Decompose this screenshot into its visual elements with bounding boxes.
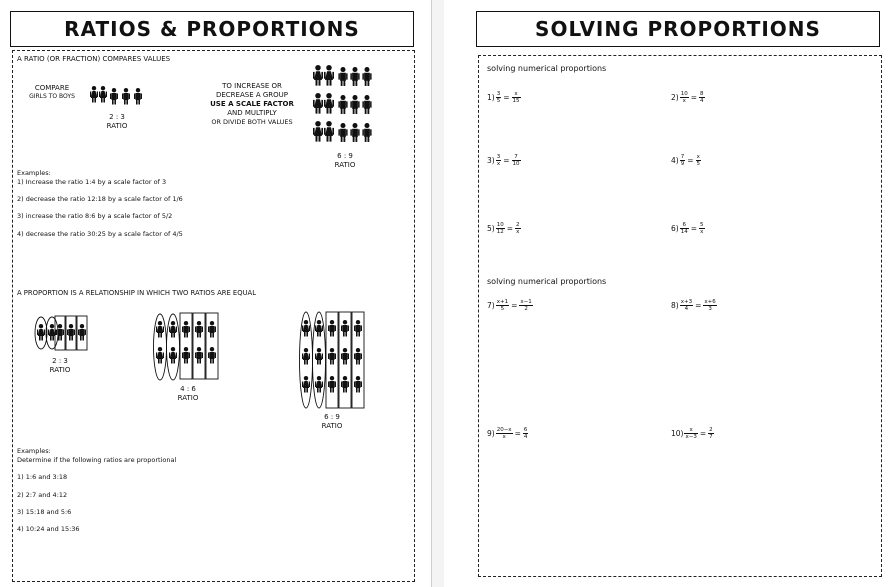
numerator: 3 — [496, 91, 501, 97]
denominator: 4 — [700, 98, 704, 104]
boy-icon — [341, 320, 349, 337]
denominator: 14 — [680, 229, 688, 235]
boy-icon — [350, 95, 359, 114]
example2-2: 2) 2:7 and 4:12 — [17, 491, 68, 499]
problem-number: 7) — [487, 301, 495, 310]
numerator: 20−x — [496, 427, 512, 433]
equals-sign: = — [690, 93, 697, 102]
denominator: 15 — [512, 98, 520, 104]
numerator: 10 — [496, 222, 504, 228]
denominator: 5 — [696, 161, 700, 167]
equals-sign: = — [511, 301, 518, 310]
right-fraction — [696, 154, 702, 167]
numerator: 7 — [512, 154, 521, 161]
problem-8 — [671, 299, 718, 312]
denominator: x — [700, 229, 704, 235]
numerator: x−1 — [520, 299, 532, 305]
numerator: 10 — [680, 91, 688, 97]
boy-icon — [110, 88, 118, 105]
girl-icon — [37, 324, 45, 341]
scaled-group-figures — [310, 63, 380, 149]
scale-line-2: DECREASE A GROUP — [215, 91, 289, 99]
scale-line-5: OR DIVIDE BOTH VALUES — [211, 118, 293, 126]
ratio-2-3: 2 : 3 — [109, 113, 125, 121]
denominator: x — [516, 229, 520, 235]
prop-ratio-4-6: 4 : 6 — [180, 385, 196, 393]
problem-number: 1) — [487, 93, 495, 102]
example-2: 2) decrease the ratio 12:18 by a scale factor of 1/6 — [17, 195, 183, 203]
boy-icon — [122, 88, 130, 105]
girl-icon — [315, 348, 323, 365]
prop-ratio-6-9: 6 : 9 — [324, 413, 340, 421]
equals-sign: = — [514, 429, 521, 438]
section1-heading: solving numerical proportions — [487, 64, 607, 73]
problem-number: 2) — [671, 93, 679, 102]
boy-icon — [182, 321, 190, 338]
problem-3 — [487, 154, 522, 167]
section2-heading: solving numerical proportions — [487, 277, 607, 286]
boy-icon — [362, 123, 371, 142]
girls-boys-figures — [88, 82, 148, 112]
problem-9 — [487, 427, 529, 440]
example2-3: 3) 15:18 and 5:6 — [17, 508, 72, 516]
girl-icon — [302, 376, 310, 393]
girl-icon — [302, 320, 310, 337]
left-fraction — [496, 427, 513, 440]
right-fraction — [519, 299, 532, 312]
numerator: 2 — [516, 222, 520, 228]
right-fraction — [699, 91, 705, 104]
boy-icon — [350, 67, 359, 86]
boy-icon — [182, 347, 190, 364]
numerator: 6 — [680, 222, 689, 229]
proportion-heading: A PROPORTION IS A RELATIONSHIP IN WHICH TWO RATIOS ARE EQUAL — [17, 289, 256, 297]
girl-icon — [313, 93, 323, 114]
examples-label: Examples: — [17, 169, 51, 177]
numerator: x+6 — [704, 299, 716, 305]
boy-icon — [195, 347, 203, 364]
girl-icon — [90, 86, 98, 103]
right-title: SOLVING PROPORTIONS — [476, 11, 880, 47]
girl-icon — [169, 321, 177, 338]
ratio-6-9: 6 : 9 — [337, 152, 353, 160]
prop-ratio-word-2: RATIO — [177, 394, 199, 402]
problem-number: 4) — [671, 156, 679, 165]
girl-icon — [313, 65, 323, 86]
examples2-intro: Determine if the following ratios are proportional — [17, 456, 177, 464]
denominator: 5 — [500, 306, 505, 312]
denominator: 2 — [524, 306, 528, 312]
example-1: 1) Increase the ratio 1:4 by a scale factor of 3 — [17, 178, 167, 186]
left-fraction — [496, 154, 502, 167]
boy-icon — [328, 376, 336, 393]
boy-icon — [341, 376, 349, 393]
prop-ratio-word-1: RATIO — [49, 366, 71, 374]
left-fraction — [680, 154, 686, 167]
boy-icon — [328, 348, 336, 365]
left-fraction — [680, 299, 693, 312]
girl-icon — [156, 347, 164, 364]
denominator: 4 — [523, 434, 528, 440]
equals-sign: = — [695, 301, 702, 310]
numerator: 6 — [523, 427, 528, 433]
denominator: x−3 — [685, 434, 697, 440]
scale-line-1: TO INCREASE OR — [222, 82, 282, 90]
boy-icon — [354, 320, 362, 337]
equals-sign: = — [690, 224, 697, 233]
problem-1 — [487, 91, 522, 104]
left-fraction — [680, 91, 689, 104]
example2-4: 4) 10:24 and 15:36 — [17, 525, 80, 533]
denominator: 3 — [708, 306, 712, 312]
left-fraction — [496, 299, 509, 312]
right-work-box — [478, 55, 882, 577]
boy-icon — [328, 320, 336, 337]
denominator: 7 — [709, 434, 713, 440]
right-fraction — [515, 222, 521, 235]
right-fraction — [703, 299, 716, 312]
right-fraction — [512, 154, 521, 167]
boy-icon — [354, 376, 362, 393]
example2-1: 1) 1:6 and 3:18 — [17, 473, 68, 481]
problem-5 — [487, 222, 522, 235]
ratio-word-2: RATIO — [334, 161, 356, 169]
denominator: 9 — [680, 161, 685, 167]
girl-icon — [324, 93, 334, 114]
problem-number: 5) — [487, 224, 495, 233]
girl-icon — [324, 65, 334, 86]
right-fraction — [523, 427, 529, 440]
numerator: 8 — [700, 91, 704, 97]
problem-number: 10) — [671, 429, 684, 438]
boy-icon — [208, 321, 216, 338]
left-page — [0, 0, 420, 587]
boy-icon — [350, 123, 359, 142]
girl-icon — [315, 376, 323, 393]
page-gutter — [431, 0, 445, 587]
numerator: x — [684, 427, 697, 434]
left-fraction — [684, 427, 697, 440]
equals-sign: = — [687, 156, 694, 165]
boy-icon — [362, 95, 371, 114]
boy-icon — [338, 95, 347, 114]
equals-sign: = — [699, 429, 707, 438]
girl-icon — [315, 320, 323, 337]
scale-line-4: AND MULTIPLY — [227, 109, 277, 117]
numerator: x — [512, 91, 521, 98]
denominator: 12 — [496, 229, 504, 235]
boy-icon — [338, 67, 347, 86]
example-4: 4) decrease the ratio 30:25 by a scale factor of 4/5 — [17, 230, 183, 238]
numerator: 7 — [680, 154, 685, 160]
left-fraction — [680, 222, 689, 235]
girl-icon — [169, 347, 177, 364]
ratio-word-1: RATIO — [106, 122, 128, 130]
prop-ratio-word-3: RATIO — [321, 422, 343, 430]
problem-number: 6) — [671, 224, 679, 233]
boy-icon — [67, 324, 75, 341]
numerator: x+1 — [496, 299, 509, 305]
denominator: x — [682, 98, 686, 104]
left-fraction — [496, 222, 505, 235]
denominator: x — [502, 434, 506, 440]
girl-icon — [302, 348, 310, 365]
left-fraction — [496, 91, 502, 104]
scale-line-3: USE A SCALE FACTOR — [210, 100, 294, 108]
equals-sign: = — [503, 156, 510, 165]
numerator: 5 — [700, 222, 704, 228]
denominator: 10 — [512, 161, 520, 167]
proportion-group-6-9 — [298, 310, 368, 412]
denominator: 4 — [684, 306, 689, 312]
problem-number: 9) — [487, 429, 495, 438]
problem-4 — [671, 154, 702, 167]
right-fraction — [512, 91, 521, 104]
boy-icon — [338, 123, 347, 142]
boy-icon — [195, 321, 203, 338]
boy-icon — [134, 88, 142, 105]
girl-icon — [313, 121, 323, 142]
boy-icon — [208, 347, 216, 364]
left-title: RATIOS & PROPORTIONS — [10, 11, 414, 47]
boy-icon — [354, 348, 362, 365]
problem-number: 3) — [487, 156, 495, 165]
girl-icon — [324, 121, 334, 142]
denominator: x — [496, 161, 501, 167]
numerator: 3 — [496, 154, 501, 160]
problem-6 — [671, 222, 706, 235]
boy-icon — [78, 324, 86, 341]
numerator: x — [696, 154, 700, 160]
compare-line-2: GIRLS TO BOYS — [29, 93, 75, 100]
right-page — [444, 0, 894, 587]
problem-2 — [671, 91, 706, 104]
example-3: 3) increase the ratio 8:6 by a scale factor of 5/2 — [17, 212, 173, 220]
right-fraction — [699, 222, 705, 235]
problem-7 — [487, 299, 534, 312]
right-fraction — [708, 427, 714, 440]
boy-icon — [362, 67, 371, 86]
denominator: 5 — [496, 98, 501, 104]
girl-icon — [156, 321, 164, 338]
problem-number: 8) — [671, 301, 679, 310]
ratio-heading: A RATIO (OR FRACTION) COMPARES VALUES — [17, 55, 171, 63]
numerator: x+3 — [680, 299, 693, 305]
proportion-group-4-6 — [152, 311, 222, 383]
equals-sign: = — [503, 93, 510, 102]
numerator: 2 — [709, 427, 713, 433]
examples2-label: Examples: — [17, 447, 51, 455]
boy-icon — [341, 348, 349, 365]
prop-ratio-2-3: 2 : 3 — [52, 357, 68, 365]
equals-sign: = — [506, 224, 513, 233]
problem-10 — [671, 427, 715, 440]
compare-line-1: COMPARE — [34, 84, 70, 92]
proportion-group-2-3 — [33, 314, 93, 354]
girl-icon — [99, 86, 107, 103]
